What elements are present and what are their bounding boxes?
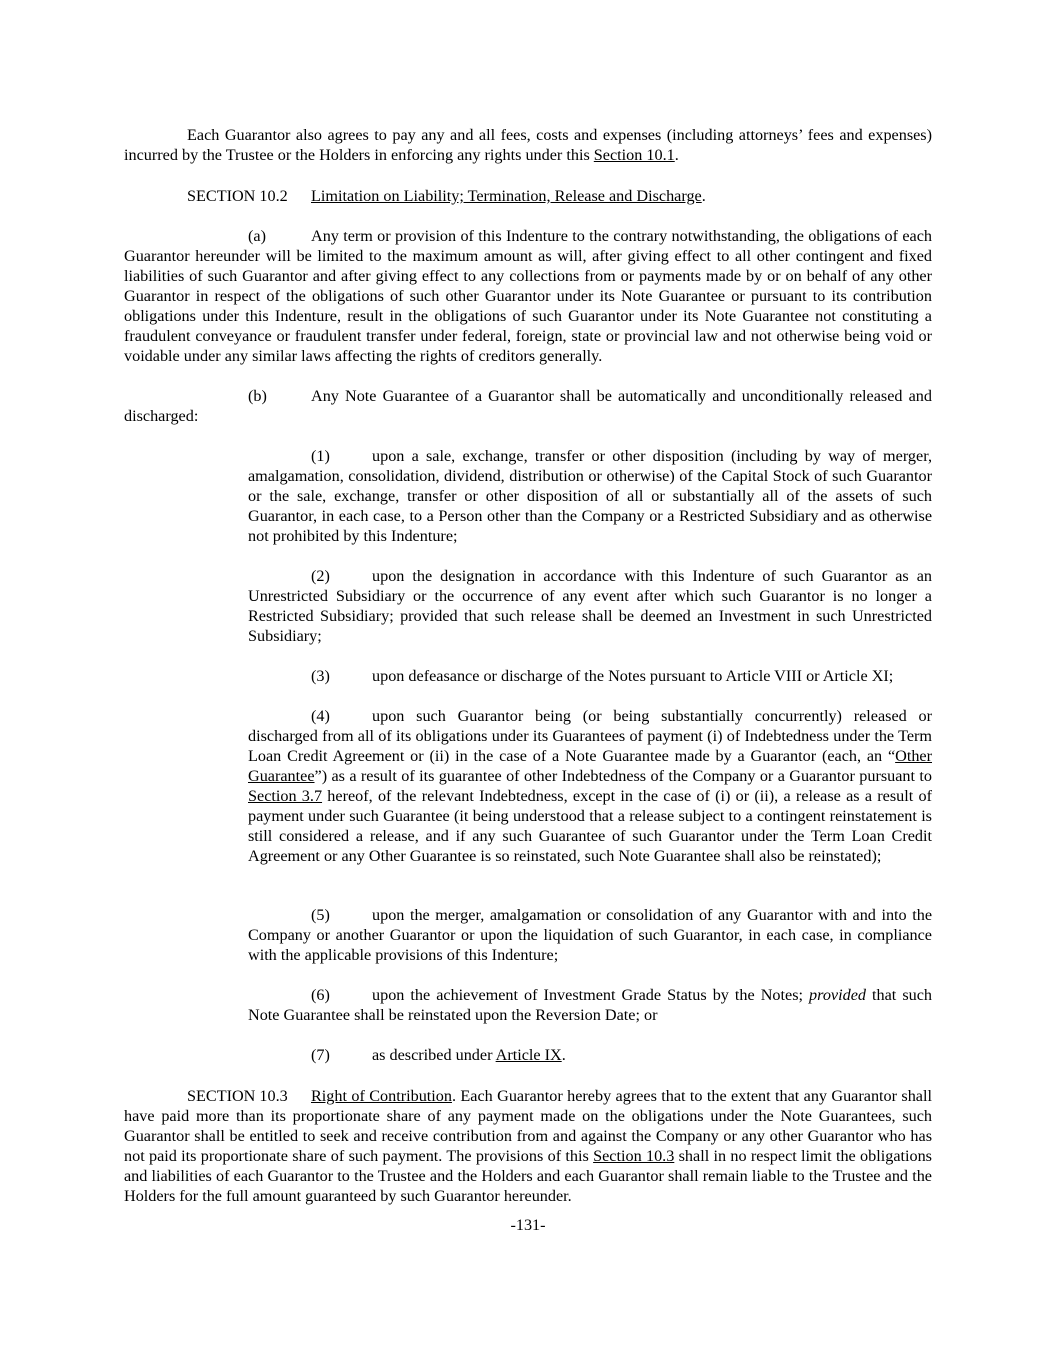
section-10-2-number: SECTION 10.2	[187, 187, 288, 205]
list-item-5	[248, 905, 932, 965]
list-item-4	[248, 706, 932, 866]
section-10-3-text-a: . Each Guarantor hereby agrees that to the extent that any Guarantor shall have paid more than its proportionate share of any payment made on the obligations under the Note Guarantees, such Guarantor shall be entitled to seek and receive contribution from and against the Company or any other Guarantor who has not paid its proportionate share of such payment. The provisions of this	[124, 1087, 932, 1165]
list-item-7-text-b: .	[561, 1046, 566, 1064]
article-ix-reference: Article IX	[495, 1046, 562, 1064]
section-10-3-number: SECTION 10.3	[187, 1087, 288, 1105]
paragraph-b	[124, 386, 932, 426]
list-item-2	[248, 566, 932, 646]
section-10-3-reference: Section 10.3	[593, 1147, 675, 1165]
section-10-2-heading	[187, 186, 932, 206]
paragraph-b-label: (b)	[248, 387, 267, 405]
list-item-7-label: (7)	[311, 1046, 330, 1064]
list-item-1-text: upon a sale, exchange, transfer or other disposition (including by way of merger, amalgamation, consolidation, dividend, distribution or otherwise) of the Capital Stock of such Guarantor or the sale, exchange, transfer or other disposition of all or substantially all of the assets of such Guarantor, in each case, to a Person other than the Company or a Restricted Subsidiary and as otherwise not prohibited by this Indenture;	[248, 447, 932, 545]
section-10-3-paragraph	[124, 1086, 932, 1206]
list-item-1	[248, 446, 932, 546]
intro-paragraph	[124, 125, 932, 165]
list-item-2-label: (2)	[311, 567, 330, 585]
list-item-5-text: upon the merger, amalgamation or consolidation of any Guarantor with and into the Company or another Guarantor or upon the liquidation of such Guarantor, in each case, in compliance with the applicable provisions of this Indenture;	[248, 906, 932, 964]
intro-end: .	[674, 146, 679, 164]
list-item-1-label: (1)	[311, 447, 330, 465]
intro-text: Each Guarantor also agrees to pay any and all fees, costs and expenses (including attorneys’ fees and expenses) incurred by the Trustee or the Holders in enforcing any rights under this	[124, 126, 932, 164]
list-item-6-text-b: that such Note Guarantee shall be reinstated upon the Reversion Date; or	[248, 986, 932, 1024]
list-item-7	[248, 1045, 932, 1065]
paragraph-b-text: Any Note Guarantee of a Guarantor shall be automatically and unconditionally released and discharged:	[124, 387, 932, 425]
provided-italic: provided	[809, 986, 866, 1004]
list-item-4-text-b: ”) as a result of its guarantee of other Indebtedness of the Company or a Guarantor pursuant to	[314, 767, 932, 785]
list-item-3-label: (3)	[311, 667, 330, 685]
section-10-2-title: Limitation on Liability; Termination, Release and Discharge	[311, 187, 702, 205]
paragraph-a	[124, 226, 932, 366]
list-item-3-text: upon defeasance or discharge of the Notes pursuant to Article VIII or Article XI;	[372, 667, 894, 685]
list-item-4-label: (4)	[311, 707, 330, 725]
list-item-3	[248, 666, 938, 686]
section-10-1-reference: Section 10.1	[593, 146, 675, 164]
list-item-6-text-a: upon the achievement of Investment Grade Status by the Notes;	[372, 986, 810, 1004]
list-item-4-text-a: upon such Guarantor being (or being substantially concurrently) released or discharged from all of its obligations under its Guarantees of payment (i) of Indebtedness under the Term Loan Credit Agreement or (ii) in the case of a Note Guarantee made by a Guarantor (each, an “	[248, 707, 932, 765]
paragraph-a-label: (a)	[248, 227, 266, 245]
page-number: -131-	[510, 1216, 546, 1234]
section-10-3-title: Right of Contribution	[311, 1087, 452, 1105]
list-item-5-label: (5)	[311, 906, 330, 924]
section-10-3-text-b: shall in no respect limit the obligations and liabilities of each Guarantor to the Trustee and the Holders and each Guarantor shall remain liable to the Trustee and the Holders for the full amount guaranteed by such Guarantor hereunder.	[124, 1147, 932, 1205]
list-item-2-text: upon the designation in accordance with this Indenture of such Guarantor as an Unrestricted Subsidiary or the occurrence of any event after which such Guarantor is no longer a Restricted Subsidiary; provided that such release shall be deemed an Investment in such Unrestricted Subsidiary;	[248, 567, 932, 645]
list-item-6-label: (6)	[311, 986, 330, 1004]
list-item-7-text-a: as described under	[372, 1046, 496, 1064]
section-10-2-title-end: .	[701, 187, 706, 205]
other-guarantee-term: Other Guarantee	[248, 747, 932, 785]
list-item-6	[248, 985, 932, 1025]
paragraph-a-text: Any term or provision of this Indenture to the contrary notwithstanding, the obligations of each Guarantor hereunder will be limited to the maximum amount as will, after giving effect to all other contingent and fixed liabilities of such Guarantor and after giving effect to any collections from or payments made by or on behalf of any other Guarantor in respect of the obligations of such other Guarantor under its Note Guarantee or pursuant to its contribution obligations under this Indenture, result in the obligations of such Guarantor under its Note Guarantee not constituting a fraudulent conveyance or fraudulent transfer under federal, foreign, state or provincial law and not otherwise being void or voidable under any similar laws affecting the rights of creditors generally.	[124, 227, 932, 365]
section-3-7-reference: Section 3.7	[248, 787, 323, 805]
list-item-4-text-c: hereof, of the relevant Indebtedness, except in the case of (i) or (ii), a release as a result of payment under such Guarantee (it being understood that a release subject to a contingent reinstatement is still considered a release, and if any such Guarantee of such Guarantor under the Term Loan Credit Agreement or any Other Guarantee is so reinstated, such Note Guarantee shall also be reinstated);	[248, 787, 932, 865]
